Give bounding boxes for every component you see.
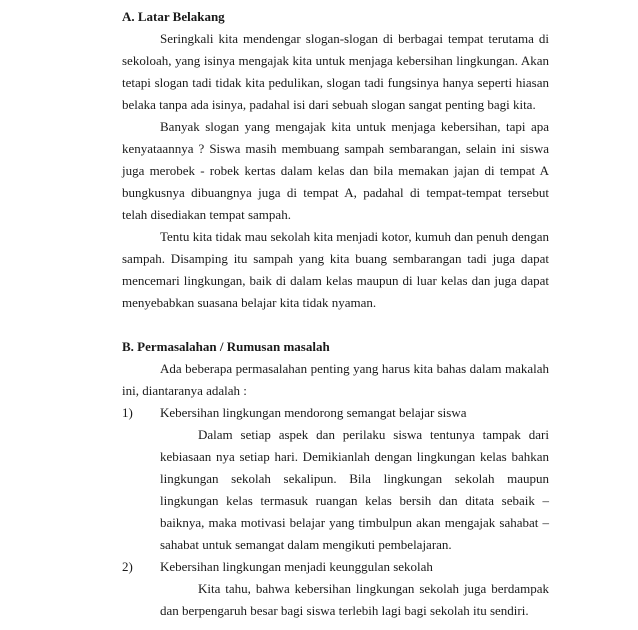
list-item-number: 1)	[122, 405, 133, 420]
section-a-paragraph-1: Seringkali kita mendengar slogan-slogan di berbagai tempat terutama di sekoloah, yang isinya mengajak kita untuk menjaga kebersihan lingkungan. Akan tetapi slogan tadi tidak kita pedulikan, slogan tadi fungsinya hanya seperti hiasan belaka tanpa ada isinya, padahal isi dari sebuah slogan sangat penting bagi kita.	[122, 31, 549, 112]
section-b-heading: B. Permasalahan / Rumusan masalah	[122, 339, 330, 354]
problem-list	[122, 402, 549, 622]
list-item-title: Kebersihan lingkungan menjadi keunggulan sekolah	[160, 559, 433, 574]
list-item-number: 2)	[122, 559, 133, 574]
section-a-paragraph-2: Banyak slogan yang mengajak kita untuk menjaga kebersihan, tapi apa kenyataannya ? Siswa masih membuang sampah sembarangan, selain ini siswa juga merobek - robek kertas dalam kelas dan bila memakan jajan di tempat A bungkusnya dibuangnya juga di tempat A, padahal di tempat-tempat tersebut telah disediakan tempat sampah.	[122, 119, 549, 222]
section-gap	[122, 314, 549, 336]
list-item-body: Dalam setiap aspek dan perilaku siswa tentunya tampak dari kebiasaan nya setiap hari. Demikianlah dengan lingkungan kelas bahkan lingkungan sekolah sekalipun. Bila lingkungan sekolah maupun lingkungan kelas termasuk ruangan kelas bersih dan ditata sebaik – baiknya, maka motivasi belajar yang timbulpun akan mengajak sahabat – sahabat untuk semangat dalam mengikuti pembelajaran.	[160, 427, 549, 552]
list-item-body: Kita tahu, bahwa kebersihan lingkungan sekolah juga berdampak dan berpengaruh besar bagi siswa terlebih lagi bagi sekolah itu sendiri.	[160, 581, 549, 618]
list-item	[122, 556, 549, 578]
section-b-intro: Ada beberapa permasalahan penting yang harus kita bahas dalam makalah ini, diantaranya adalah :	[122, 361, 549, 398]
document-page	[122, 6, 549, 622]
section-a-paragraph-3: Tentu kita tidak mau sekolah kita menjadi kotor, kumuh dan penuh dengan sampah. Disamping itu sampah yang kita buang sembarangan tadi juga dapat mencemari lingkungan, baik di dalam kelas maupun di luar kelas dan juga dapat menyebabkan suasana belajar kita tidak nyaman.	[122, 229, 549, 310]
list-item-title: Kebersihan lingkungan mendorong semangat belajar siswa	[160, 405, 467, 420]
list-item	[122, 402, 549, 424]
section-a-heading: A. Latar Belakang	[122, 9, 225, 24]
